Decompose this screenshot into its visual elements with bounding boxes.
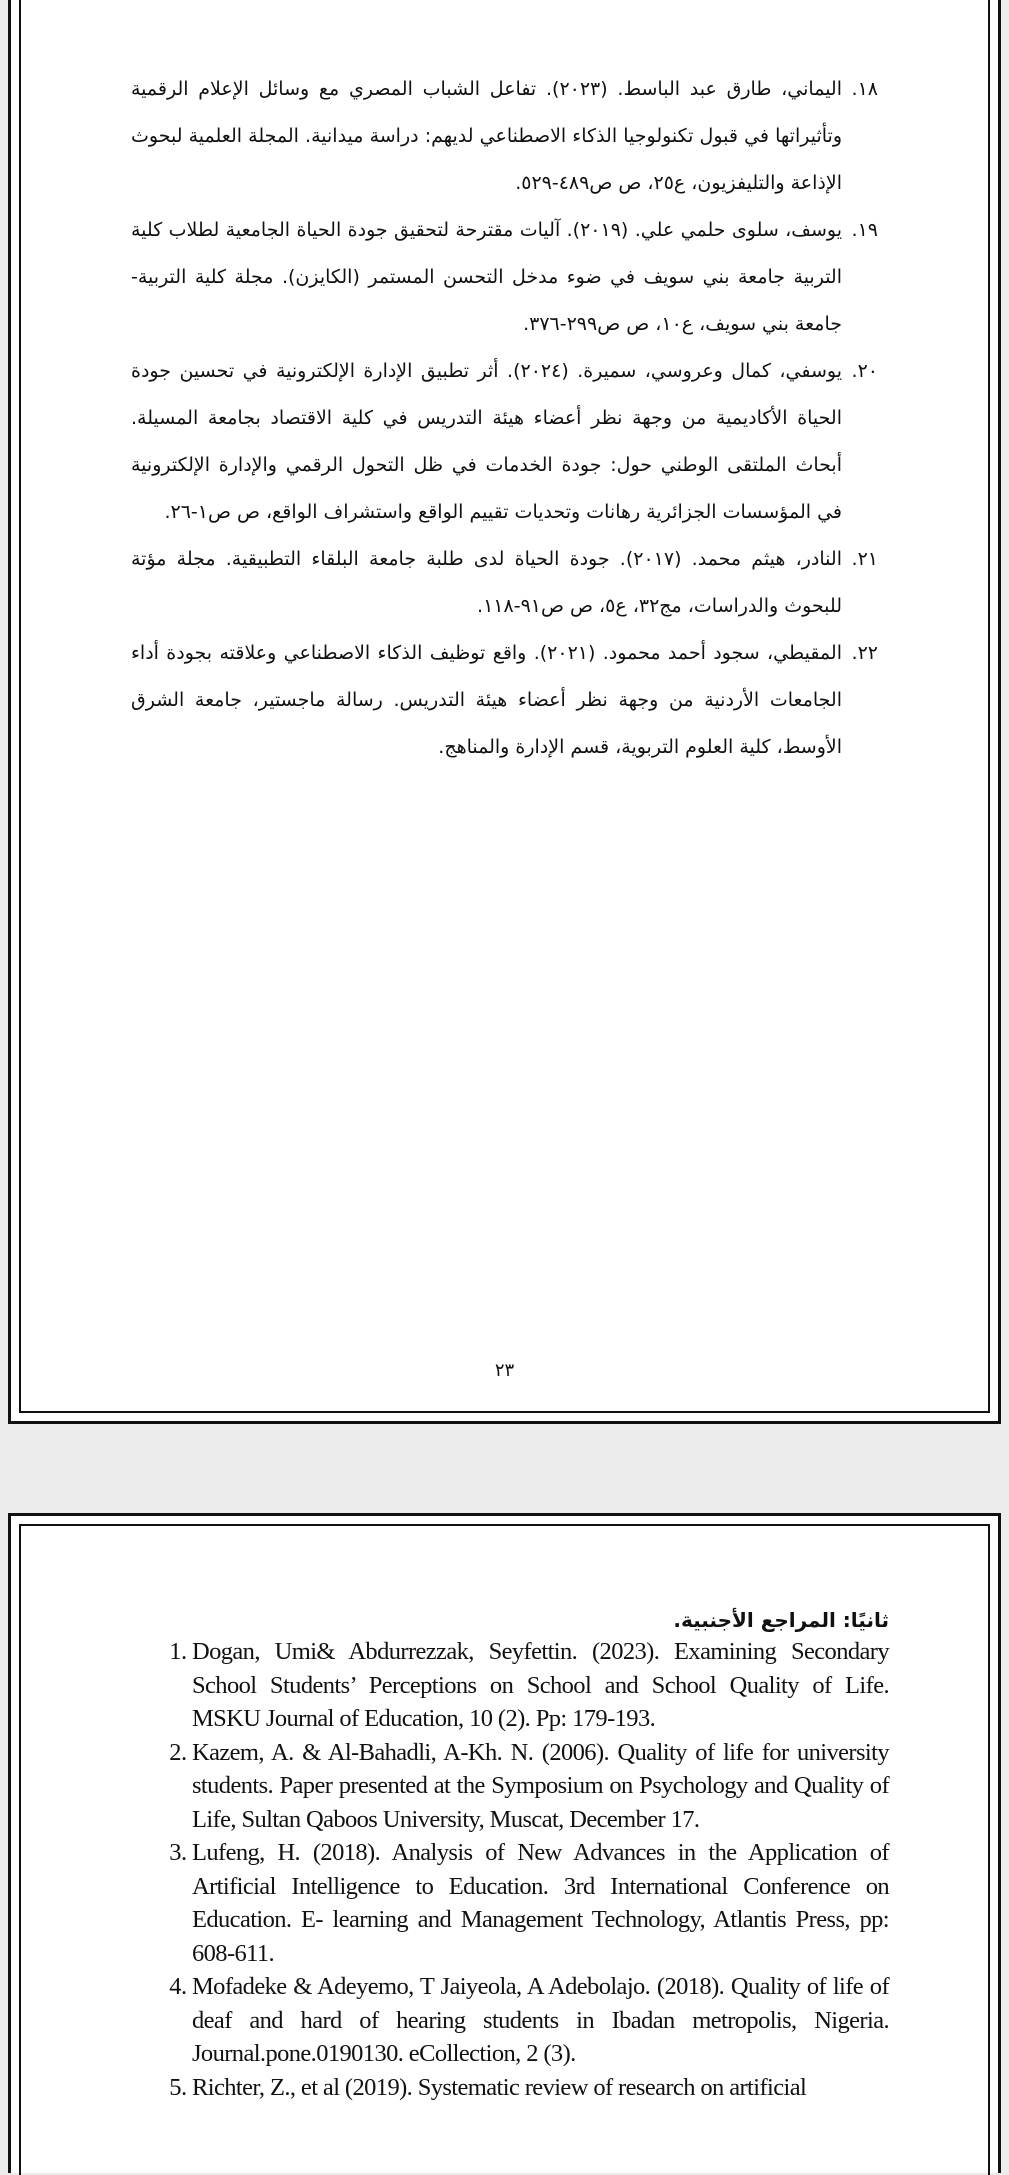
reference-number: ١٩. (851, 219, 878, 241)
reference-text: يوسف، سلوى حلمي علي. (٢٠١٩). آليات مقترحة لتحقيق جودة الحياة الجامعية لطلاب كلية التربية جامعة بني سويف في ضوء مدخل التحسن المستمر (الكايزن). مجلة كلية التربية- جامعة بني سويف، ع١٠، ص ص٢٩٩-٣٧٦. (131, 219, 842, 335)
reference-text: يوسفي، كمال وعروسي، سميرة. (٢٠٢٤). أثر تطبيق الإدارة الإلكترونية في تحسين جودة الحياة الأكاديمية من وجهة نظر أعضاء هيئة التدريس في كلية الاقتصاد بجامعة المسيلة. أبحاث الملتقى الوطني حول: جودة الخدمات في ظل التحول الرقمي والإدارة الإلكترونية في المؤسسات الجزائرية رهانات وتحديات تقييم الواقع واستشراف الواقع، ص ص١-٢٦. (131, 360, 842, 523)
foreign-reference-list (158, 1635, 889, 2104)
reference-item: 1. Dogan, Umi& Abdurrezzak, Seyfettin. (2023). Examining Secondary School Students’ Perceptions on School and School Quality of Life. MSKU Journal of Education, 10 (2). Pp: 179-193. (192, 1635, 889, 1736)
reference-text: النادر، هيثم محمد. (٢٠١٧). جودة الحياة لدى طلبة جامعة البلقاء التطبيقية. مجلة مؤتة للبحوث والدراسات، مج٣٢، ع٥، ص ص٩١-١١٨. (131, 548, 842, 617)
page-number: ٢٣ (494, 1360, 515, 1381)
reference-item: 2. Kazem, A. & Al-Bahadli, A-Kh. N. (2006). Quality of life for university students. Paper presented at the Symposium on Psychology and Quality of Life, Sultan Qaboos University, Muscat, December 17. (192, 1736, 889, 1837)
section-heading: ثانيًا: المراجع الأجنبية. (673, 1608, 889, 1632)
reference-text: اليماني، طارق عبد الباسط. (٢٠٢٣). تفاعل الشباب المصري مع وسائل الإعلام الرقمية وتأثيراتها في قبول تكنولوجيا الذكاء الاصطناعي لديهم: دراسة ميدانية. المجلة العلمية لبحوث الإذاعة والتليفزيون، ع٢٥، ص ص٤٨٩-٥٢٩. (131, 78, 842, 194)
reference-item: 5. Richter, Z., et al (2019). Systematic review of research on artificial (192, 2071, 889, 2105)
reference-item: 3. Lufeng, H. (2018). Analysis of New Advances in the Application of Artificial Intelligence to Education. 3rd International Conference on Education. E- learning and Management Technology, Atlantis Press, pp: 608-611. (192, 1836, 889, 1970)
reference-item (131, 348, 878, 536)
document-page-23 (8, 0, 1001, 1424)
reference-text: المقيطي، سجود أحمد محمود. (٢٠٢١). واقع توظيف الذكاء الاصطناعي وعلاقته بجودة أداء الجامعات الأردنية من وجهة نظر أعضاء هيئة التدريس. رسالة ماجستير، جامعة الشرق الأوسط، كلية العلوم التربوية، قسم الإدارة والمناهج. (131, 642, 842, 758)
reference-item (131, 66, 878, 207)
arabic-reference-list (131, 66, 878, 771)
reference-item (131, 207, 878, 348)
reference-number: ٢١. (851, 548, 878, 570)
reference-item: 4. Mofadeke & Adeyemo, T Jaiyeola, A Adebolajo. (2018). Quality of life of deaf and hard of hearing students in Ibadan metropolis, Nigeria. Journal.pone.0190130. eCollection, 2 (3). (192, 1970, 889, 2071)
reference-item (131, 536, 878, 630)
reference-item (131, 630, 878, 771)
reference-number: ٢٠. (851, 360, 878, 382)
reference-number: ١٨. (851, 78, 878, 100)
reference-number: ٢٢. (851, 642, 878, 664)
